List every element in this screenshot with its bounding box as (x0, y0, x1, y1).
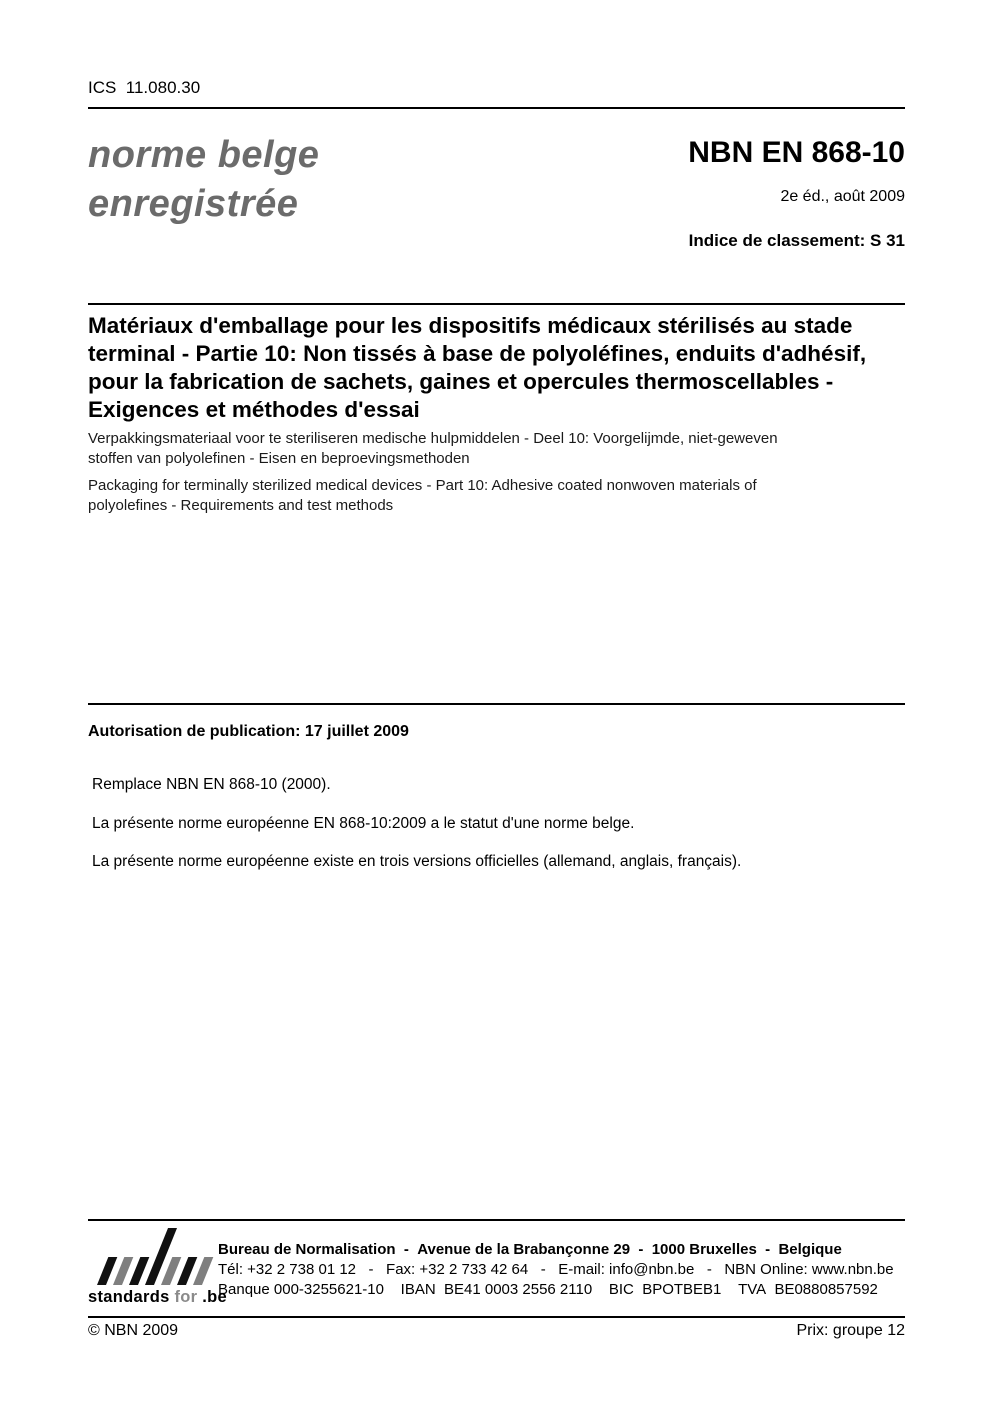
title-dutch-line: stoffen van polyolefinen - Eisen en beproevingsmethoden (88, 450, 470, 467)
edition-date: 2e éd., août 2009 (780, 188, 905, 205)
nbn-logo-tagline (88, 1288, 227, 1307)
title-french-line: pour la fabrication de sachets, gaines et opercules thermoscellables - (88, 369, 834, 394)
footer-bottom-divider (88, 1316, 905, 1318)
title-english-line: polyolefines - Requirements and test methods (88, 497, 394, 514)
classification-index: Indice de classement: S 31 (688, 231, 905, 250)
title-dutch-line: Verpakkingsmateriaal voor te steriliseren medische hulpmiddelen - Deel 10: Voorgelijmde, niet-geweven (88, 430, 778, 447)
doc-type-line-1: norme belge (88, 134, 320, 176)
tagline-standards: standards (88, 1288, 170, 1306)
publication-divider (88, 703, 905, 705)
versions-note: La présente norme européenne existe en trois versions officielles (allemand, anglais, français). (92, 853, 742, 870)
status-note: La présente norme européenne EN 868-10:2009 a le statut d'une norme belge. (92, 815, 635, 832)
doc-type-line-2: enregistrée (88, 183, 299, 225)
title-french-line: terminal - Partie 10: Non tissés à base de polyoléfines, enduits d'adhésif, (88, 341, 867, 366)
footer-top-divider (88, 1219, 905, 1221)
copyright-notice: © NBN 2009 (88, 1322, 179, 1339)
standard-number: NBN EN 868-10 (688, 136, 905, 169)
title-french-line: Matériaux d'emballage pour les dispositifs médicaux stérilisés au stade (88, 313, 853, 338)
logo-bar (193, 1257, 213, 1285)
footer-bank-details: Banque 000-3255621-10 IBAN BE41 0003 2556 2110 BIC BPOTBEB1 TVA BE0880857592 (218, 1281, 878, 1298)
title-english-line: Packaging for terminally sterilized medical devices - Part 10: Adhesive coated nonwoven materials of (88, 477, 757, 494)
title-english (88, 476, 757, 516)
footer-address: Bureau de Normalisation - Avenue de la Brabançonne 29 - 1000 Bruxelles - Belgique (218, 1241, 842, 1258)
publication-authorization: Autorisation de publication: 17 juillet 2009 (88, 723, 409, 740)
replaces-note: Remplace NBN EN 868-10 (2000). (92, 776, 331, 793)
title-french-line: Exigences et méthodes d'essai (88, 397, 420, 422)
price-group: Prix: groupe 12 (796, 1322, 905, 1339)
tagline-be: .be (202, 1288, 227, 1306)
title-french (88, 312, 866, 424)
document-type-heading (88, 131, 319, 229)
nbn-logo-icon (95, 1228, 215, 1285)
tagline-for: for (169, 1288, 203, 1306)
footer-contact: Tél: +32 2 738 01 12 - Fax: +32 2 733 42 64 - E-mail: info@nbn.be - NBN Online: www.nbn.be (218, 1261, 894, 1278)
header-divider (88, 107, 905, 109)
ics-code: ICS 11.080.30 (88, 78, 201, 97)
title-divider (88, 303, 905, 305)
title-dutch (88, 429, 778, 469)
